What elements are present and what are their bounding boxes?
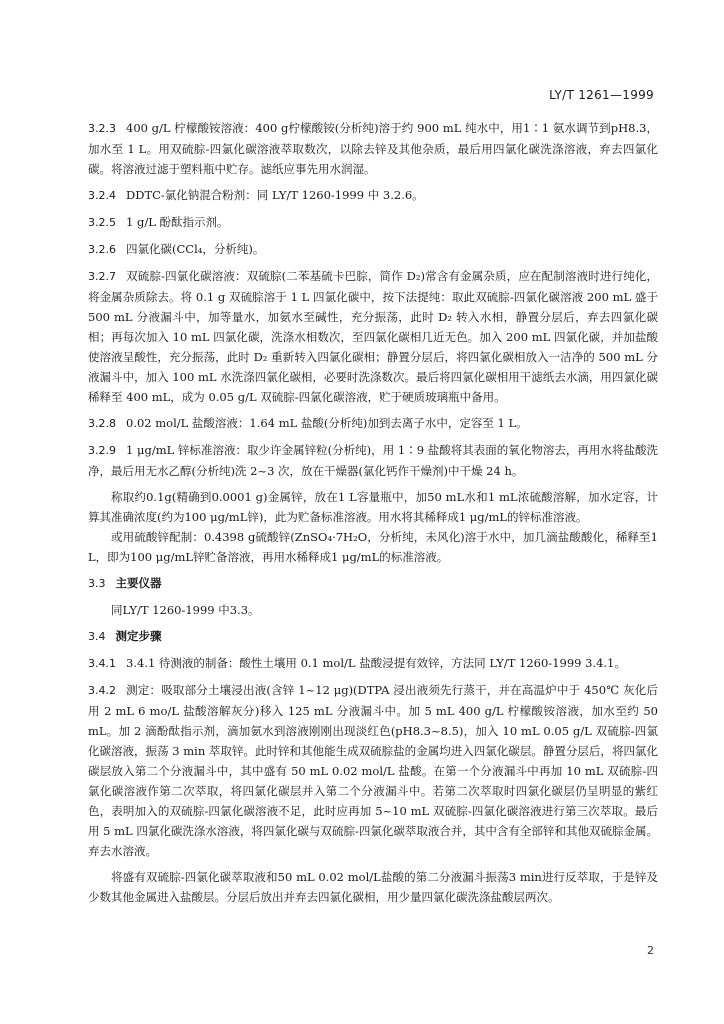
section-text: 双硫腙-四氯化碳溶液：双硫腙(二苯基硫卡巴腙，简作 D₂)常含有金属杂质，应在配制溶液时进行纯化，将金属杂质除去。将 0.1 g 双硫腙溶于 1 L 四氯化碳中，按下法提纯：取此双硫腙-四氯化碳溶液 200 mL 盛于 500 mL 分液漏斗中，加等量水，加氨水至碱性，充分振荡，此时 D₂ 转入水相，静置分层后，弃去四氯化碳相；再每次加入 10 mL 四氯化碳，洗涤水相数次，至四氯化碳相几近无色。加入 200 mL 四氯化碳，并加盐酸使溶液呈酸性，充分振荡，此时 D₂ 重新转入四氯化碳相；静置分层后，将四氯化碳相放入一洁净的 500 mL 分液漏斗中，加入 100 mL 水洗涤四氯化碳相，必要时洗涤数次。最后将四氯化碳相用干滤纸去水滴，用四氯化碳稀释至 400 mL，成为 0.05 g/L 双硫腙-四氯化碳溶液，贮于硬质玻璃瓶中备用。	[88, 269, 658, 404]
section-3-3-text: 同LY/T 1260-1999 中3.3。	[111, 603, 260, 617]
section-3-2-8	[88, 413, 658, 434]
section-text: 3.4.1 待测液的制备：酸性土壤用 0.1 mol/L 盐酸浸提有效锌，方法同 LY/T 1260-1999 3.4.1。	[126, 656, 626, 670]
section-number: 3.4.2	[88, 684, 116, 697]
section-number: 3.3	[88, 577, 106, 590]
section-number: 3.2.9	[88, 444, 116, 457]
page-number: 2	[647, 944, 654, 957]
section-text: 测定：吸取部分土壤浸出液(含锌 1~12 μg)(DTPA 浸出液须先行蒸干，并在高温炉中于 450℃ 灰化后用 2 mL 6 mo/L 盐酸溶解灰分)移入 125 mL 分液漏斗中。加 5 mL 400 g/L 柠檬酸铵溶液，加水至约 50 mL。加 2 滴酚酞指示剂，滴加氨水到溶液刚刚出现淡红色(pH8.3~8.5)，加入 10 mL 0.05 g/L 双硫腙-四氯化碳溶液，振荡 3 min 萃取锌。此时锌和其他能生成双硫腙盐的金属均进入四氯化碳层。静置分层后，将四氯化碳层放入第二个分液漏斗中，其中盛有 50 mL 0.02 mol/L 盐酸。在第一个分液漏斗中再加 10 mL 双硫腙-四氯化碳溶液作第二次萃取，将四氯化碳层并入第二个分液漏斗中。若第二次萃取时四氯化碳层仍呈明显的紫红色，表明加入的双硫腙-四氯化碳溶液不足，此时应再加 5~10 mL 双硫腙-四氯化碳溶液进行第三次萃取。最后用 5 mL 四氯化碳洗涤水溶液，将四氯化碳与双硫腙-四氯化碳萃取液合并，其中含有全部锌和其他双硫腙金属。弃去水溶液。	[88, 683, 658, 858]
section-number: 3.4.1	[88, 657, 116, 670]
section-3-4-2-para2: 将盛有双硫腙-四氯化碳萃取液和50 mL 0.02 mol/L盐酸的第二分液漏斗振荡3 min进行反萃取，于是锌及少数其他金属进入盐酸层。分层后放出并弃去四氯化碳相，用少量四氯化碳洗涤盐酸层两次。	[88, 870, 658, 904]
section-3-4-1	[88, 653, 658, 674]
section-number: 3.2.4	[88, 189, 116, 202]
section-title: 主要仪器	[115, 576, 162, 590]
standard-code: LY/T 1261—1999	[549, 88, 654, 102]
section-number: 3.2.6	[88, 243, 116, 256]
section-text: 四氯化碳(CCl₄，分析纯)。	[126, 242, 265, 256]
section-text: 400 g/L 柠檬酸铵溶液：400 g柠檬酸铵(分析纯)溶于约 900 mL 纯水中，用1∶1 氨水调节到pH8.3，加水至 1 L。用双硫腙-四氯化碳溶液萃取数次，以除去锌及其他杂质，最后用四氯化碳洗涤溶液，弃去四氯化碳。将溶液过滤于塑料瓶中贮存。滤纸应事先用水润湿。	[88, 121, 658, 176]
section-3-4-heading	[88, 626, 658, 647]
section-number: 3.2.8	[88, 417, 116, 430]
section-text: 1 g/L 酚酞指示剂。	[126, 215, 229, 229]
section-3-2-6	[88, 239, 658, 260]
section-3-2-5	[88, 212, 658, 233]
section-3-2-9-para2: 称取约0.1g(精确到0.0001 g)金属锌，放在1 L容量瓶中，加50 mL水和1 mL浓硫酸溶解，加水定容，计算其准确浓度(约为100 μg/mL锌)，此为贮备标准溶液。用水将其稀释成1 μg/mL的锌标准溶液。	[88, 490, 658, 524]
section-title: 测定步骤	[115, 629, 162, 643]
section-3-2-3	[88, 118, 658, 179]
section-3-2-9	[88, 440, 658, 481]
section-3-2-7	[88, 266, 658, 407]
section-text: DDTC-氯化钠混合粉剂：同 LY/T 1260-1999 中 3.2.6。	[126, 188, 424, 202]
section-number: 3.2.5	[88, 216, 116, 229]
section-text: 0.02 mol/L 盐酸溶液：1.64 mL 盐酸(分析纯)加到去离子水中，定容至 1 L。	[126, 416, 528, 430]
section-3-4-2	[88, 680, 658, 861]
section-number: 3.2.3	[88, 122, 116, 135]
section-3-2-4	[88, 185, 658, 206]
section-3-3-heading	[88, 573, 658, 594]
section-number: 3.2.7	[88, 270, 116, 283]
section-number: 3.4	[88, 630, 106, 643]
document-body	[88, 118, 658, 913]
section-text: 1 μg/mL 锌标准溶液：取少许金属锌粒(分析纯)，用 1∶9 盐酸将其表面的氧化物溶去，再用水将盐酸洗净，最后用无水乙醇(分析纯)洗 2~3 次，放在干燥器(氯化钙作干燥剂)中干燥 24 h。	[88, 443, 658, 478]
section-3-2-9-para3: 或用硫酸锌配制：0.4398 g硫酸锌(ZnSO₄·7H₂O，分析纯，未风化)溶于水中，加几滴盐酸酸化，稀释至1 L，即为100 μg/mL锌贮备溶液，再用水稀释成1 μg/mL的标准溶液。	[88, 530, 658, 564]
